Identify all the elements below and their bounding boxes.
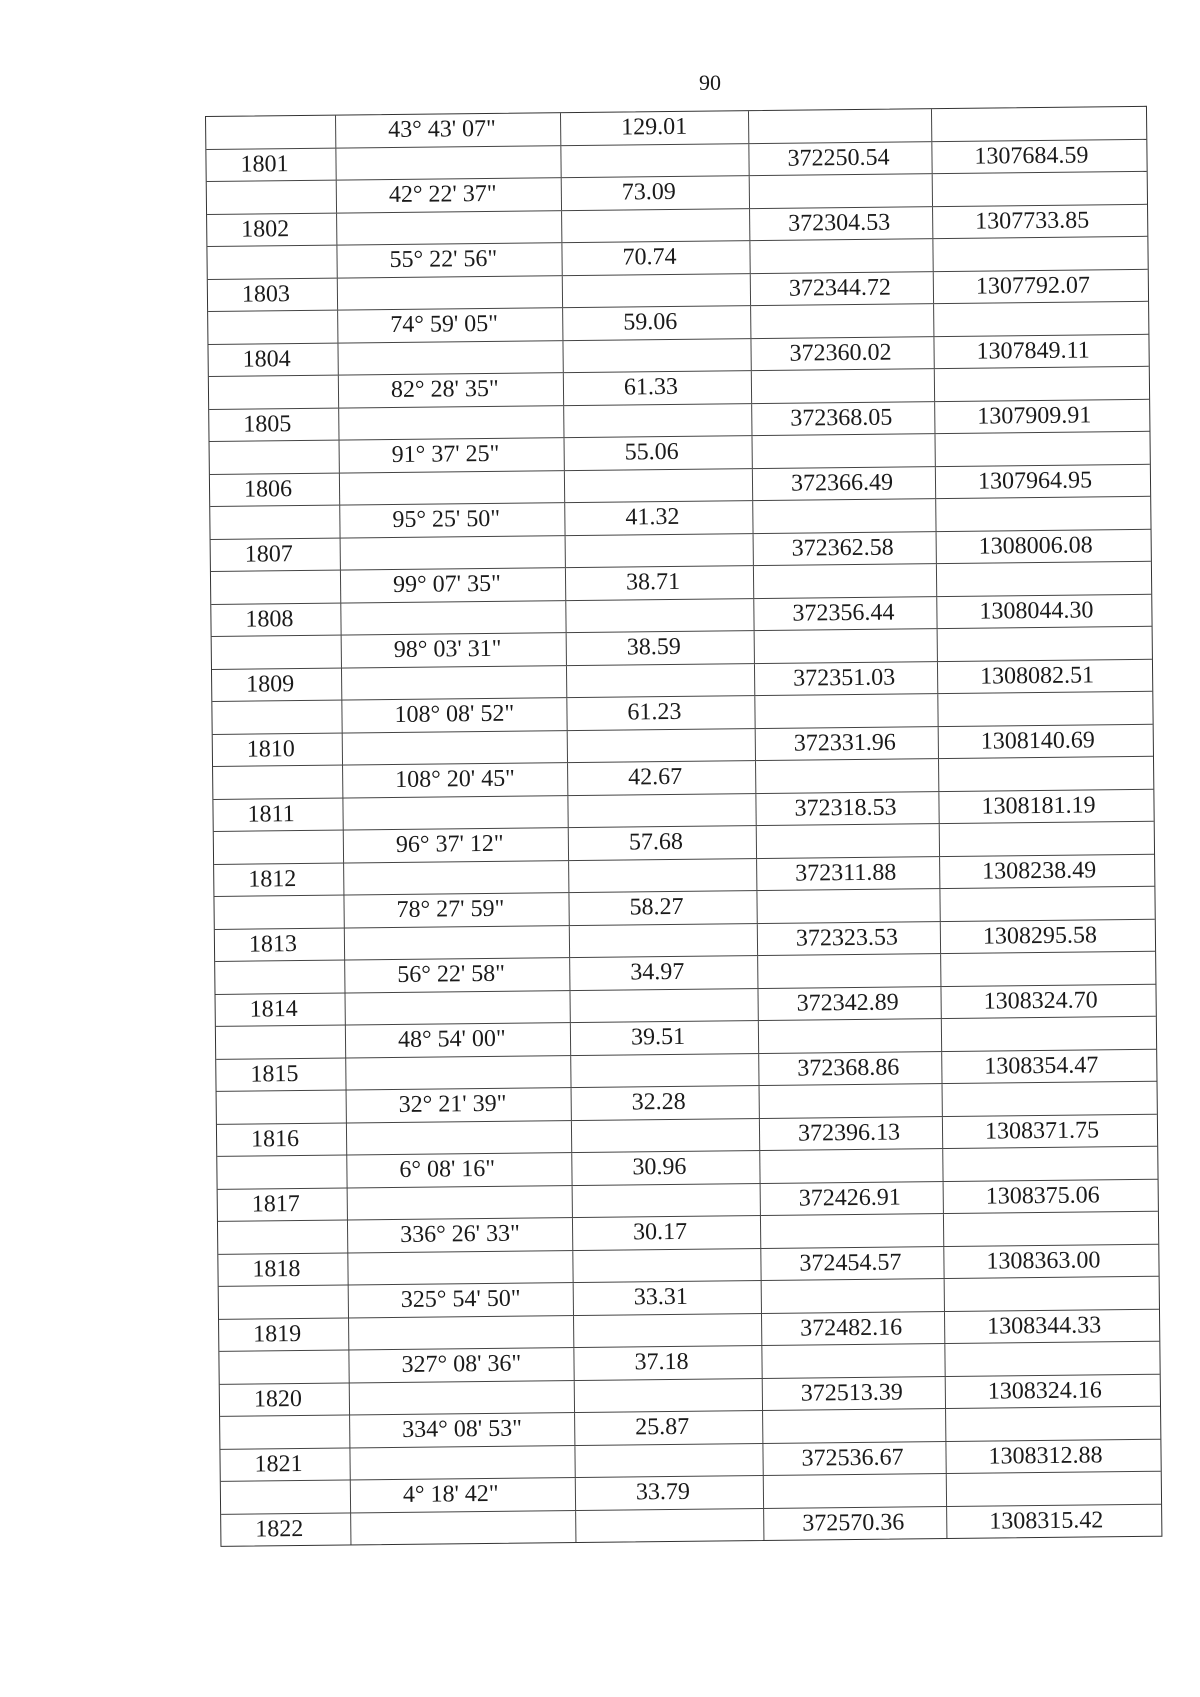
bearing-cell: 42° 22' 37" [337, 178, 562, 212]
station-cell: 1812 [214, 863, 344, 896]
northing-cell: 372342.89 [758, 987, 941, 1020]
easting-cell: 1308238.49 [982, 856, 1097, 885]
station-cell [216, 1026, 346, 1059]
station-cell: 1811 [213, 798, 343, 831]
easting-cell [933, 172, 1147, 206]
easting-cell: 1308312.88 [988, 1441, 1103, 1470]
distance-cell: 59.06 [563, 306, 751, 340]
station-cell [215, 961, 345, 994]
bearing-cell: 82° 28' 35" [339, 373, 564, 407]
easting-cell: 1308344.33 [986, 1311, 1102, 1340]
easting-cell [947, 1472, 1161, 1506]
distance-cell: 32.28 [572, 1086, 760, 1120]
station-cell: 1807 [211, 538, 341, 571]
northing-cell [751, 304, 934, 337]
bearing-cell [338, 276, 563, 310]
easting-cell: 1308375.06 [985, 1181, 1100, 1210]
distance-cell [570, 989, 758, 1023]
bearing-cell [342, 666, 567, 700]
bearing-cell: 325° 54' 50" [349, 1283, 574, 1317]
bearing-cell [340, 471, 565, 505]
bearing-cell: 98° 03' 31" [342, 633, 567, 667]
bearing-cell: 91° 37' 25" [340, 438, 565, 472]
northing-cell [753, 499, 936, 532]
easting-cell: 1308363.00 [986, 1246, 1101, 1275]
station-cell [210, 441, 340, 474]
easting-cell [941, 952, 1155, 986]
station-cell [207, 181, 337, 214]
northing-cell: 372368.05 [752, 402, 935, 435]
northing-cell: 372362.58 [754, 532, 937, 565]
easting-cell [935, 367, 1149, 401]
distance-cell [568, 729, 756, 763]
station-cell: 1804 [208, 343, 338, 376]
station-cell: 1808 [211, 603, 341, 636]
northing-cell: 372368.86 [759, 1052, 942, 1085]
northing-cell [758, 954, 941, 987]
station-cell: 1809 [212, 668, 342, 701]
bearing-cell: 55° 22' 56" [337, 243, 562, 277]
station-cell [214, 831, 344, 864]
northing-cell [756, 759, 939, 792]
bearing-cell: 48° 54' 00" [346, 1023, 571, 1057]
station-cell [219, 1286, 349, 1319]
distance-cell [571, 1054, 759, 1088]
bearing-cell: 43° 43' 07" [336, 113, 561, 147]
northing-cell: 372331.96 [756, 727, 939, 760]
bearing-cell [349, 1316, 574, 1350]
easting-cell: 1308324.16 [987, 1376, 1102, 1405]
station-cell: 1815 [216, 1058, 346, 1091]
bearing-cell [350, 1446, 575, 1480]
northing-cell [750, 174, 933, 207]
northing-cell [755, 694, 938, 727]
easting-cell [940, 887, 1154, 921]
northing-cell: 372570.36 [764, 1507, 947, 1540]
northing-cell: 372351.03 [755, 662, 938, 695]
bearing-cell: 108° 08' 52" [342, 698, 567, 732]
northing-cell: 372360.02 [751, 337, 934, 370]
bearing-cell [337, 211, 562, 245]
easting-cell: 1308082.51 [979, 661, 1095, 690]
distance-cell [563, 274, 751, 308]
distance-cell [575, 1379, 763, 1413]
bearing-cell [351, 1511, 576, 1545]
distance-cell [563, 339, 751, 373]
easting-cell: 1308044.30 [979, 596, 1094, 625]
distance-cell: 41.32 [565, 501, 753, 535]
easting-cell [943, 1082, 1157, 1116]
northing-cell [757, 889, 940, 922]
distance-cell: 33.31 [574, 1281, 762, 1315]
northing-cell [749, 109, 932, 142]
distance-cell [562, 209, 750, 243]
station-cell: 1814 [216, 993, 346, 1026]
bearing-cell: 108° 20' 45" [343, 763, 568, 797]
bearing-cell [347, 1121, 572, 1155]
northing-cell: 372536.67 [763, 1442, 946, 1475]
bearing-cell: 78° 27' 59" [344, 893, 569, 927]
bearing-cell [339, 406, 564, 440]
station-cell: 1810 [213, 733, 343, 766]
bearing-cell [346, 1056, 571, 1090]
northing-cell: 372482.16 [762, 1312, 945, 1345]
distance-cell: 34.97 [570, 956, 758, 990]
distance-cell: 33.79 [576, 1476, 764, 1510]
northing-cell: 372356.44 [754, 597, 937, 630]
bearing-cell: 336° 26' 33" [348, 1218, 573, 1252]
station-cell [214, 896, 344, 929]
bearing-cell: 327° 08' 36" [349, 1348, 574, 1382]
bearing-cell [348, 1186, 573, 1220]
northing-cell [760, 1084, 943, 1117]
northing-cell: 372304.53 [750, 207, 933, 240]
station-cell: 1817 [218, 1188, 348, 1221]
bearing-cell [348, 1251, 573, 1285]
distance-cell: 30.17 [573, 1216, 761, 1250]
distance-cell: 42.67 [568, 761, 756, 795]
distance-cell [575, 1444, 763, 1478]
station-cell [219, 1351, 349, 1384]
northing-cell: 372366.49 [753, 467, 936, 500]
northing-cell [754, 564, 937, 597]
easting-cell [942, 1017, 1156, 1051]
northing-cell: 372318.53 [756, 792, 939, 825]
station-cell: 1805 [209, 408, 339, 441]
easting-cell [934, 302, 1148, 336]
bearing-cell [350, 1381, 575, 1415]
easting-cell: 1308140.69 [980, 726, 1095, 755]
station-cell: 1819 [219, 1318, 349, 1351]
easting-cell [938, 627, 1152, 661]
station-cell: 1822 [221, 1513, 351, 1546]
station-cell [208, 311, 338, 344]
bearing-cell: 74° 59' 05" [338, 308, 563, 342]
bearing-cell: 4° 18' 42" [351, 1478, 576, 1512]
northing-cell [762, 1344, 945, 1377]
bearing-cell [345, 926, 570, 960]
northing-cell [755, 629, 938, 662]
station-cell [209, 376, 339, 409]
distance-cell [569, 859, 757, 893]
northing-cell [762, 1279, 945, 1312]
distance-cell [566, 534, 754, 568]
distance-cell: 38.71 [566, 566, 754, 600]
traverse-table [205, 106, 1162, 1547]
easting-cell: 1308371.75 [984, 1116, 1100, 1145]
northing-cell [752, 434, 935, 467]
northing-cell: 372344.72 [751, 272, 934, 305]
station-cell [210, 506, 340, 539]
station-cell [212, 636, 342, 669]
easting-cell: 1308181.19 [981, 791, 1096, 820]
easting-cell [937, 562, 1151, 596]
distance-cell: 30.96 [572, 1151, 760, 1185]
distance-cell: 37.18 [574, 1346, 762, 1380]
easting-cell [938, 692, 1152, 726]
easting-cell: 1308354.47 [984, 1051, 1099, 1080]
distance-cell: 55.06 [565, 436, 753, 470]
easting-cell: 1307964.95 [977, 466, 1093, 495]
station-cell [217, 1156, 347, 1189]
easting-cell [935, 432, 1149, 466]
bearing-cell: 32° 21' 39" [347, 1088, 572, 1122]
easting-cell [933, 237, 1147, 271]
distance-cell: 61.33 [564, 371, 752, 405]
station-cell: 1820 [220, 1383, 350, 1416]
distance-cell: 129.01 [561, 111, 749, 145]
distance-cell [574, 1314, 762, 1348]
distance-cell [568, 794, 756, 828]
easting-cell: 1307849.11 [976, 336, 1090, 365]
station-cell: 1802 [207, 213, 337, 246]
bearing-cell: 95° 25' 50" [340, 503, 565, 537]
station-cell: 1818 [218, 1253, 348, 1286]
northing-cell: 372513.39 [763, 1377, 946, 1410]
distance-cell [570, 924, 758, 958]
station-cell: 1801 [206, 148, 336, 181]
northing-cell [761, 1214, 944, 1247]
distance-cell: 70.74 [562, 241, 750, 275]
northing-cell [763, 1409, 946, 1442]
distance-cell [576, 1509, 764, 1543]
northing-cell: 372454.57 [761, 1247, 944, 1280]
distance-cell [561, 144, 749, 178]
station-cell [213, 766, 343, 799]
station-cell: 1821 [220, 1448, 350, 1481]
station-cell [221, 1481, 351, 1514]
northing-cell [757, 824, 940, 857]
northing-cell [752, 369, 935, 402]
easting-cell: 1308324.70 [983, 986, 1098, 1015]
northing-cell [760, 1149, 943, 1182]
station-cell: 1806 [210, 473, 340, 506]
easting-cell [940, 822, 1154, 856]
northing-cell: 372323.53 [758, 922, 941, 955]
bearing-cell: 96° 37' 12" [344, 828, 569, 862]
easting-cell [946, 1407, 1160, 1441]
station-cell: 1803 [208, 278, 338, 311]
northing-cell: 372311.88 [757, 857, 940, 890]
station-cell [218, 1221, 348, 1254]
bearing-cell: 6° 08' 16" [347, 1153, 572, 1187]
station-cell [212, 701, 342, 734]
easting-cell [932, 107, 1146, 141]
northing-cell: 372426.91 [761, 1182, 944, 1215]
easting-cell: 1307733.85 [975, 206, 1090, 235]
station-cell: 1816 [217, 1123, 347, 1156]
easting-cell: 1307909.91 [977, 401, 1092, 430]
distance-cell: 39.51 [571, 1021, 759, 1055]
bearing-cell [343, 796, 568, 830]
distance-cell: 38.59 [567, 631, 755, 665]
bearing-cell [344, 861, 569, 895]
distance-cell: 73.09 [562, 176, 750, 210]
easting-cell [939, 757, 1153, 791]
distance-cell [567, 664, 755, 698]
distance-cell: 25.87 [575, 1411, 763, 1445]
page-number: 90 [699, 70, 721, 95]
northing-cell: 372250.54 [749, 142, 932, 175]
distance-cell [573, 1249, 761, 1283]
bearing-cell [345, 991, 570, 1025]
distance-cell [566, 599, 754, 633]
station-cell: 1813 [215, 928, 345, 961]
distance-cell: 57.68 [569, 826, 757, 860]
bearing-cell: 99° 07' 35" [341, 568, 566, 602]
bearing-cell: 334° 08' 53" [350, 1413, 575, 1447]
northing-cell: 372396.13 [760, 1117, 943, 1150]
easting-cell [943, 1147, 1157, 1181]
bearing-cell [341, 601, 566, 635]
bearing-cell: 56° 22' 58" [345, 958, 570, 992]
easting-cell: 1308006.08 [978, 531, 1093, 560]
northing-cell [750, 239, 933, 272]
station-cell [220, 1416, 350, 1449]
easting-cell: 1307684.59 [974, 141, 1089, 170]
easting-cell: 1308315.42 [989, 1506, 1104, 1535]
bearing-cell [338, 341, 563, 375]
distance-cell [573, 1184, 761, 1218]
distance-cell: 58.27 [569, 891, 757, 925]
easting-cell [936, 497, 1150, 531]
distance-cell [565, 469, 753, 503]
northing-cell [759, 1019, 942, 1052]
bearing-cell [343, 731, 568, 765]
station-cell [206, 116, 336, 149]
distance-cell [572, 1119, 760, 1153]
easting-cell [944, 1212, 1158, 1246]
distance-cell [564, 404, 752, 438]
easting-cell: 1307792.07 [975, 271, 1091, 300]
easting-cell [945, 1277, 1159, 1311]
bearing-cell [341, 536, 566, 570]
station-cell [211, 571, 341, 604]
station-cell [207, 246, 337, 279]
northing-cell [764, 1474, 947, 1507]
station-cell [217, 1091, 347, 1124]
easting-cell: 1308295.58 [982, 921, 1098, 950]
easting-cell [945, 1342, 1159, 1376]
distance-cell: 61.23 [567, 696, 755, 730]
bearing-cell [336, 146, 561, 180]
